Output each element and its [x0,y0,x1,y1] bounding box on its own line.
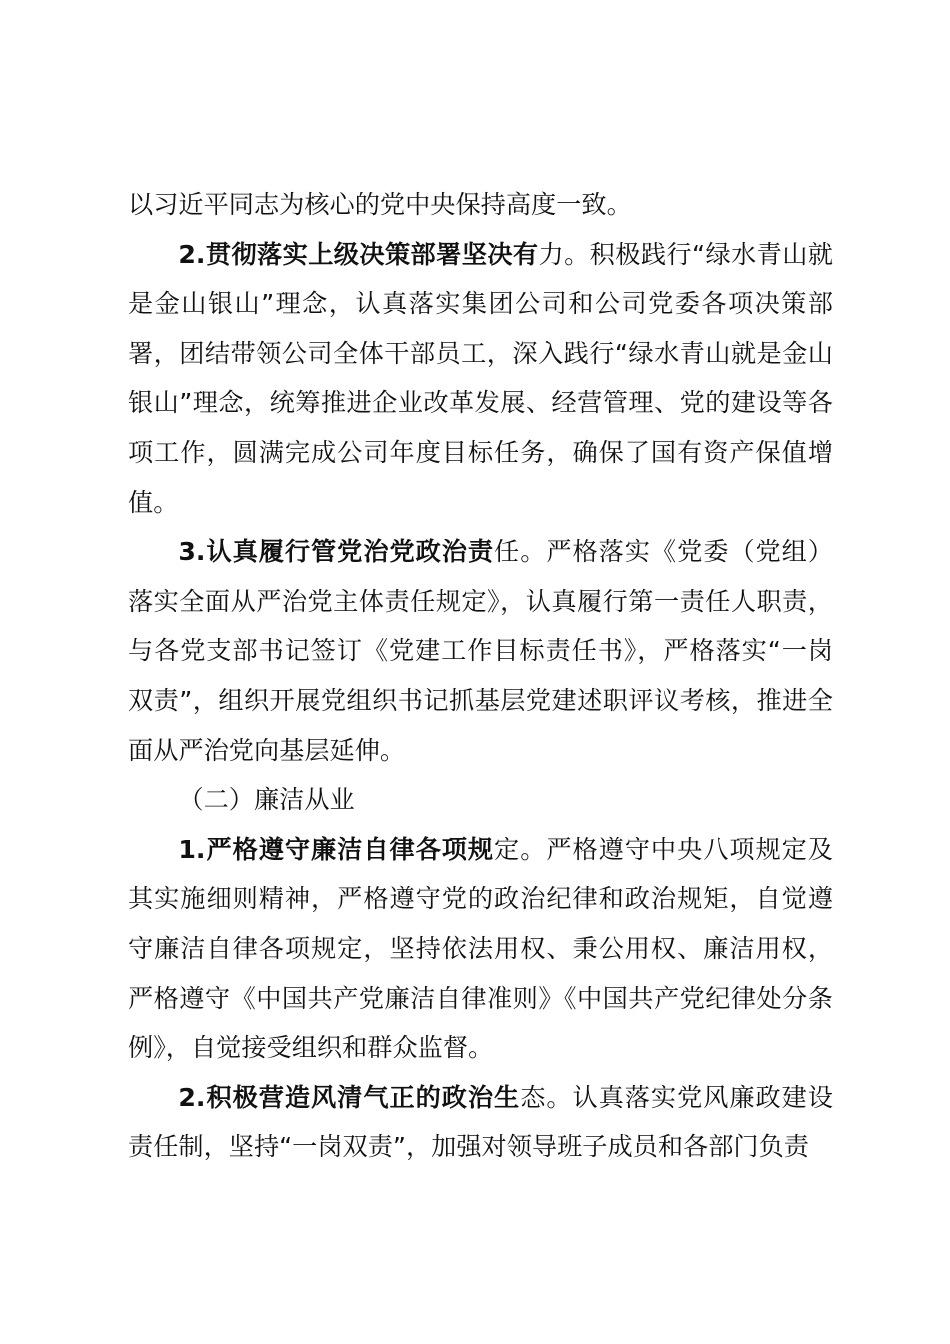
paragraph-item-2-political-ecology [128,1073,833,1172]
paragraph-text: 以习近平同志为核心的党中央保持高度一致。 [128,190,632,219]
section-heading-integrity [128,775,833,825]
section-heading-text: （二）廉洁从业 [178,785,355,815]
paragraph-text: 定。严格遵守中央八项规定及其实施细则精神，严格遵守党的政治纪律和政治规矩，自觉遵守廉洁自律各项规定，坚持依法用权、秉公用权、廉洁用权，严格遵守《中国共产党廉洁自律准则》《中国共产党纪律处分条例》，自觉接受组织和群众监督。 [128,834,833,1063]
paragraph-continuation [128,180,833,230]
paragraph-text: 力。积极践行“绿水青山就是金山银山”理念，认真落实集团公司和公司党委各项决策部署，团结带领公司全体干部员工，深入践行“绿水青山就是金山银山”理念，统筹推进企业改革发展、经营管理、党的建设等各项工作，圆满完成公司年度目标任务，确保了国有资产保值增值。 [128,239,833,517]
paragraph-heading: 2.贯彻落实上级决策部署坚决有 [178,239,539,269]
paragraph-heading: 1.严格遵守廉洁自律各项规 [178,834,495,864]
paragraph-item-3-responsibility [128,527,833,775]
paragraph-text: 态。认真落实党风廉政建设责任制，坚持“一岗双责”，加强对领导班子成员和各部门负责 [128,1082,833,1162]
paragraph-item-1-self-discipline [128,825,833,1073]
paragraph-text: 任。严格落实《党委（党组）落实全面从严治党主体责任规定》，认真履行第一责任人职责，与各党支部书记签订《党建工作目标责任书》，严格落实“一岗双责”，组织开展党组织书记抓基层党建述职评议考核，推进全面从严治党向基层延伸。 [128,537,833,765]
paragraph-item-2-decision [128,230,833,528]
paragraph-heading: 2.积极营造风清气正的政治生 [178,1082,521,1112]
paragraph-heading: 3.认真履行管党治党政治责 [178,537,495,567]
document-body [128,180,833,1172]
